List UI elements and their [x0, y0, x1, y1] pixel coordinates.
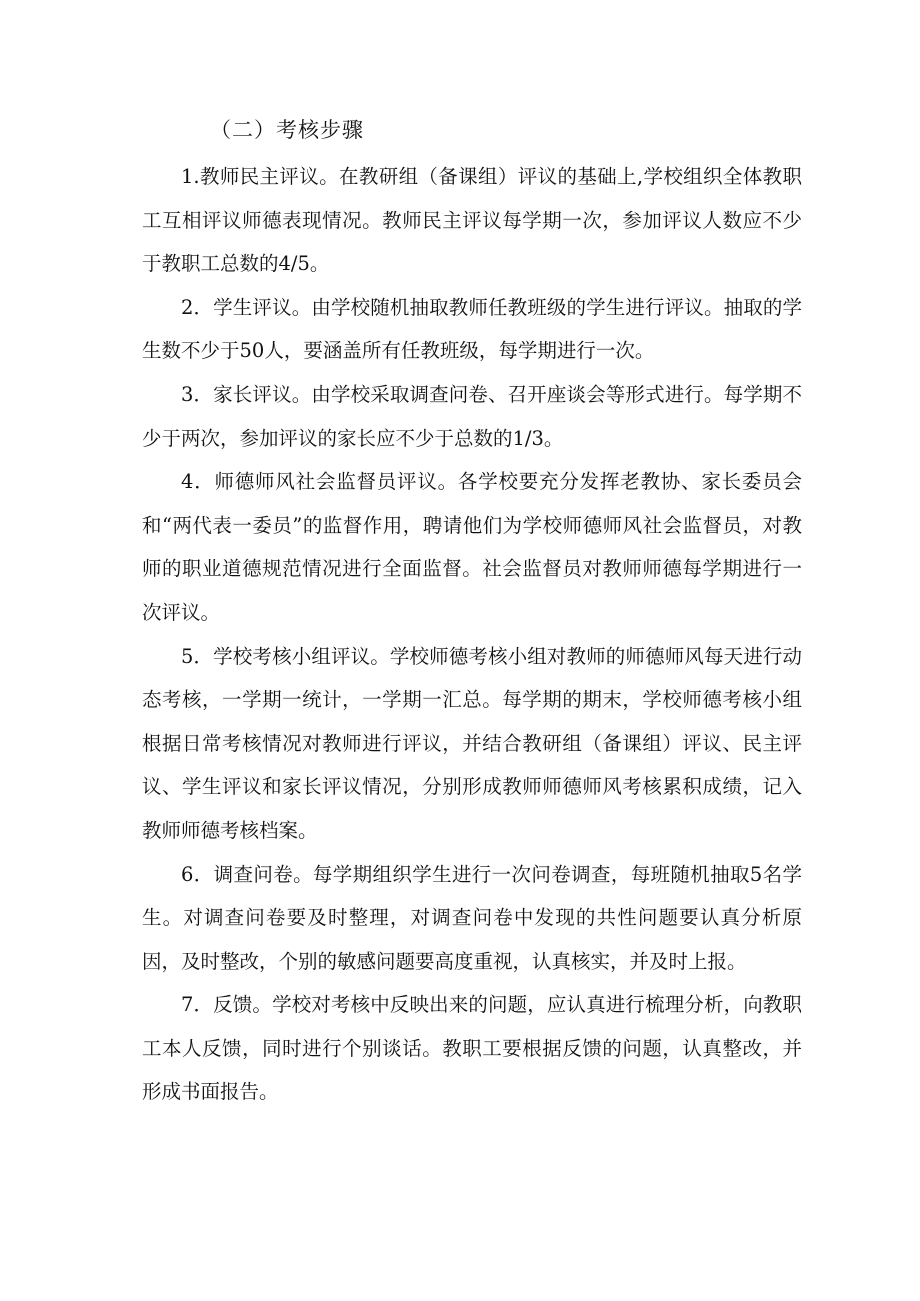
paragraph-parent-review: 3．家长评议。由学校采取调查问卷、召开座谈会等形式进行。每学期不少于两次，参加评议的家长应不少于总数的1/3。 — [142, 382, 802, 450]
paragraph-teacher-democratic-review: 1.教师民主评议。在教研组（备课组）评议的基础上,学校组织全体教职工互相评议师德表现情况。教师民主评议每学期一次，参加评议人数应不少于教职工总数的4/5。 — [142, 165, 802, 276]
paragraph-social-supervisor-review: 4．师德师风社会监督员评议。各学校要充分发挥老教协、家长委员会和“两代表一委员”的监督作用，聘请他们为学校师德师风社会监督员，对教师的职业道德规范情况进行全面监督。社会监督员对教师师德每学期进行一次评议。 — [142, 470, 802, 624]
paragraph-school-panel-review: 5．学校考核小组评议。学校师德考核小组对教师的师德师风每天进行动态考核，一学期一统计，一学期一汇总。每学期的期末，学校师德考核小组根据日常考核情况对教师进行评议，并结合教研组（备课组）评议、民主评议、学生评议和家长评议情况，分别形成教师师德师风考核累积成绩，记入教师师德考核档案。 — [142, 644, 802, 842]
section-title: （二）考核步骤 — [210, 118, 364, 142]
paragraph-questionnaire: 6．调查问卷。每学期组织学生进行一次问卷调查，每班随机抽取5名学生。对调查问卷要及时整理，对调查问卷中发现的共性问题要认真分析原因，及时整改，个别的敏感问题要高度重视，认真核实，并及时上报。 — [142, 862, 802, 973]
paragraph-student-review: 2．学生评议。由学校随机抽取教师任教班级的学生进行评议。抽取的学生数不少于50人，要涵盖所有任教班级，每学期进行一次。 — [142, 295, 802, 363]
paragraph-feedback: 7．反馈。学校对考核中反映出来的问题，应认真进行梳理分析，向教职工本人反馈，同时进行个别谈话。教职工要根据反馈的问题，认真整改，并形成书面报告。 — [142, 993, 802, 1104]
document-body — [142, 155, 802, 1114]
